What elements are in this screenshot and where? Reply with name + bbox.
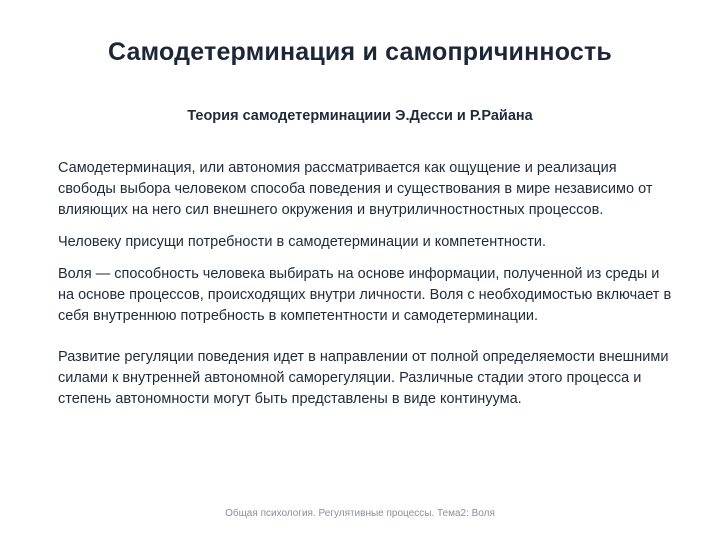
slide-footer: Общая психология. Регулятивные процессы. Тема2: Воля (225, 508, 495, 519)
paragraph-regulation: Развитие регуляции поведения идет в направлении от полной определяемости внешними силами к внутренней автономной саморегуляции. Различные стадии этого процесса и степень автономности могут быть представлены в виде континуума. (58, 349, 669, 407)
slide-subtitle: Теория самодетерминациии Э.Десси и Р.Райана (187, 108, 533, 124)
slide-title: Самодетерминация и самопричинность (108, 38, 612, 66)
paragraph-will: Воля — способность человека выбирать на основе информации, полученной из среды и на основе процессов, происходящих внутри личности. Воля с необходимостью включает в себя внутреннюю потребность в компетентности и самодетерминации. (58, 266, 672, 324)
paragraph-needs: Человеку присущи потребности в самодетерминации и компетентности. (58, 234, 546, 250)
paragraph-autonomy: Самодетерминация, или автономия рассматривается как ощущение и реализация свободы выбора человеком способа поведения и существования в мире независимо от влияющих на него сил внешнего окружения и внутриличностностных процессов. (58, 160, 653, 218)
slide-body (58, 158, 678, 410)
